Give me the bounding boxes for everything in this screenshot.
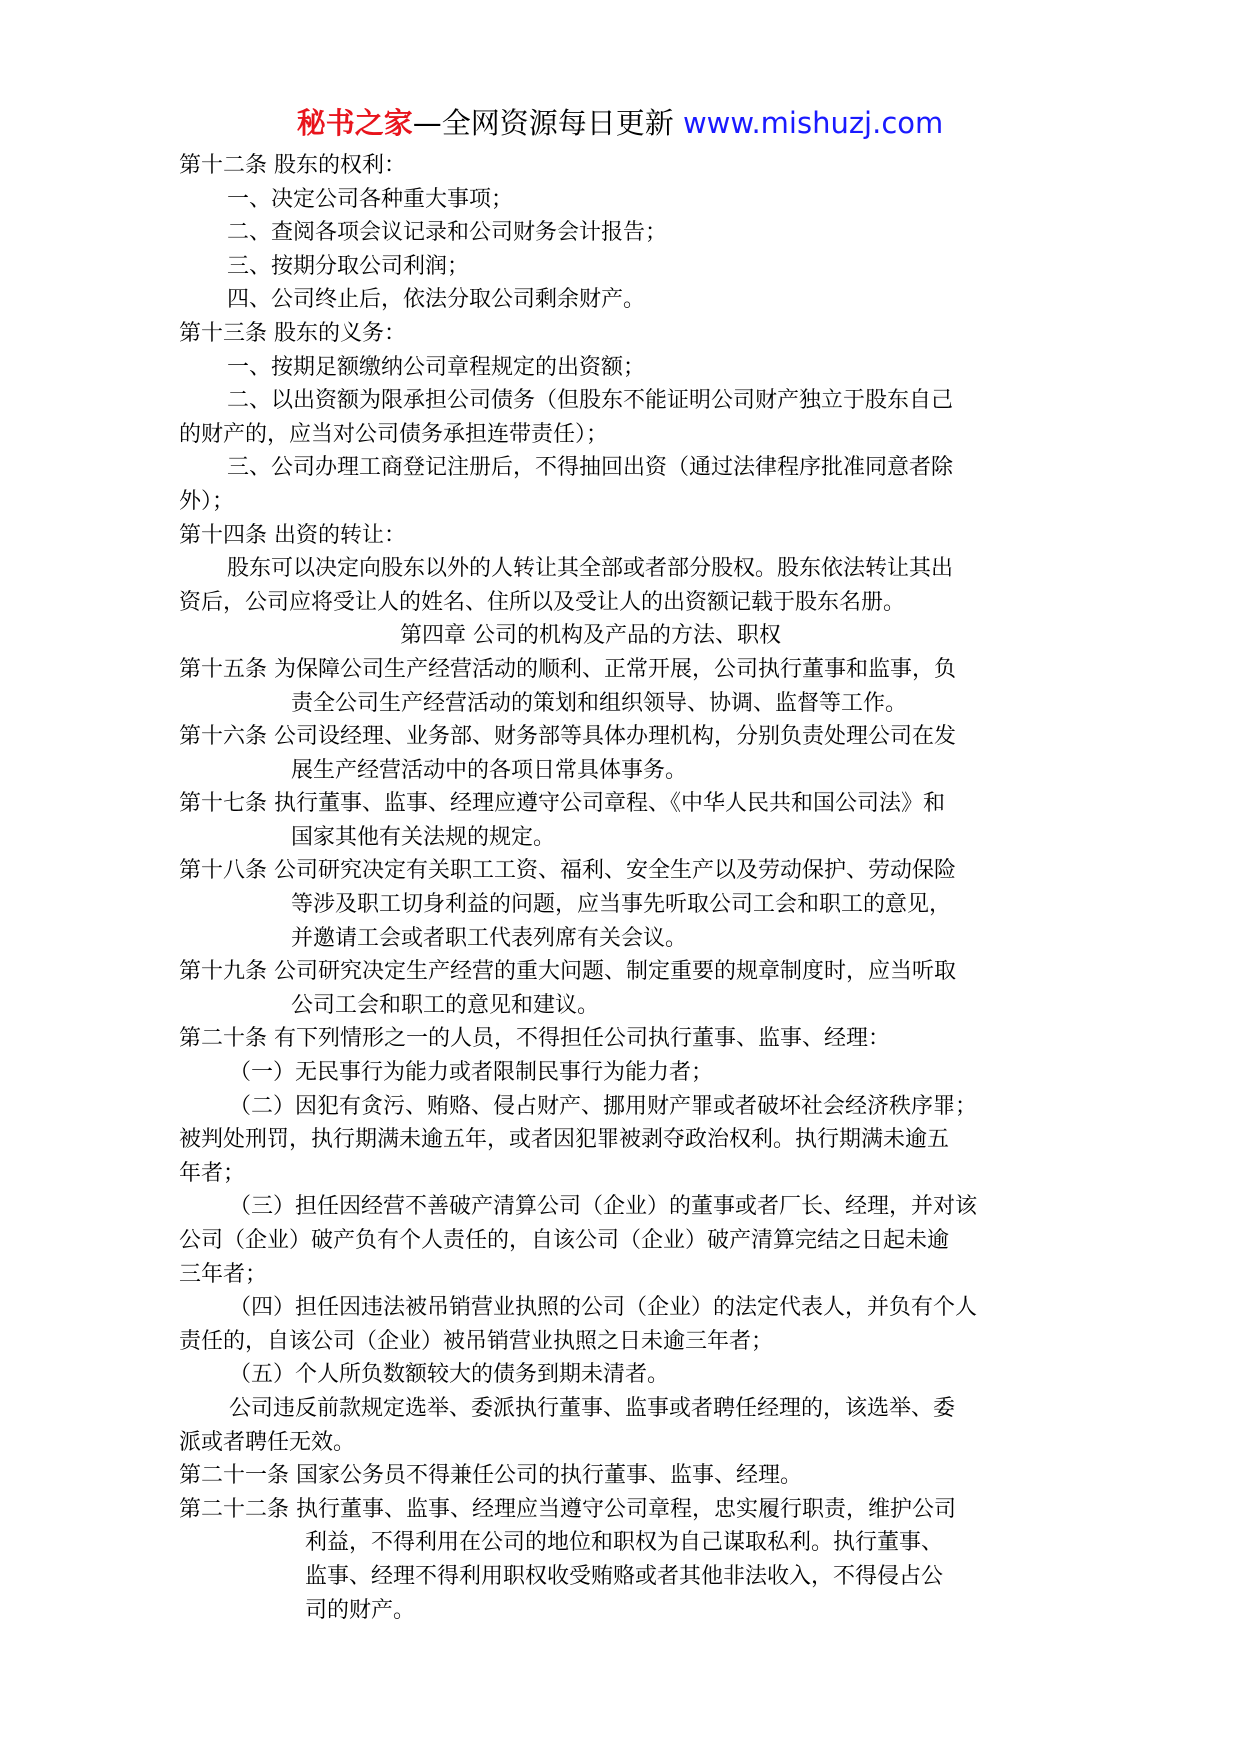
article-15: 第十五条 为保障公司生产经营活动的顺利、正常开展，公司执行董事和监事，负 <box>179 656 956 682</box>
list-item-continuation: 的财产的，应当对公司债务承担连带责任）； <box>179 421 609 447</box>
list-item-continuation: 公司（企业）破产负有个人责任的，自该公司（企业）破产清算完结之日起未逾 <box>179 1228 950 1253</box>
article-continuation: 国家其他有关法规的规定。 <box>291 824 556 850</box>
paragraph-line: 股东可以决定向股东以外的人转让其全部或者部分股权。股东依法转让其出 <box>227 556 954 582</box>
list-item: 二、以出资额为限承担公司债务（但股东不能证明公司财产独立于股东自己 <box>227 388 954 414</box>
list-item: 四、公司终止后，依法分取公司剩余财产。 <box>227 287 646 313</box>
list-item-continuation: 外）； <box>179 488 235 514</box>
article-continuation: 司的财产。 <box>305 1597 416 1623</box>
article-heading-14: 第十四条 出资的转让： <box>179 522 406 548</box>
article-continuation: 并邀请工会或者职工代表列席有关会议。 <box>291 925 688 951</box>
list-item: （五）个人所负数额较大的债务到期未清者。 <box>229 1362 670 1388</box>
header-slogan: —全网资源每日更新 <box>412 106 683 140</box>
header-url-link[interactable]: www.mishuzj.com <box>682 106 944 140</box>
article-19: 第十九条 公司研究决定生产经营的重大问题、制定重要的规章制度时，应当听取 <box>179 959 956 985</box>
article-continuation: 展生产经营活动中的各项日常具体事务。 <box>291 757 688 783</box>
article-20: 第二十条 有下列情形之一的人员，不得担任公司执行董事、监事、经理： <box>179 1026 890 1052</box>
article-continuation: 利益，不得利用在公司的地位和职权为自己谋取私利。执行董事、 <box>305 1530 944 1556</box>
header-brand: 秘书之家 <box>296 106 413 140</box>
article-22: 第二十二条 执行董事、监事、经理应当遵守公司章程，忠实履行职责，维护公司 <box>179 1496 956 1522</box>
article-continuation: 公司工会和职工的意见和建议。 <box>291 992 600 1018</box>
article-continuation: 等涉及职工切身利益的问题，应当事先听取公司工会和职工的意见， <box>291 892 952 918</box>
page-header <box>0 98 1240 148</box>
list-item-continuation: 三年者； <box>179 1261 268 1287</box>
list-item: 一、决定公司各种重大事项； <box>227 186 514 212</box>
article-18: 第十八条 公司研究决定有关职工工资、福利、安全生产以及劳动保护、劳动保险 <box>179 858 956 884</box>
paragraph-line: 派或者聘任无效。 <box>179 1429 356 1455</box>
list-item-continuation: 被判处刑罚，执行期满未逾五年，或者因犯罪被剥夺政治权利。执行期满未逾五 <box>179 1127 950 1153</box>
list-item: （四）担任因违法被吊销营业执照的公司（企业）的法定代表人，并负有个人 <box>229 1295 978 1321</box>
article-17: 第十七条 执行董事、监事、经理应遵守公司章程、《中华人民共和国公司法》和 <box>179 791 945 817</box>
list-item: 二、查阅各项会议记录和公司财务会计报告； <box>227 220 668 246</box>
chapter-heading: 第四章 公司的机构及产品的方法、职权 <box>400 623 781 649</box>
article-heading-13: 第十三条 股东的义务： <box>179 320 406 346</box>
article-21: 第二十一条 国家公务员不得兼任公司的执行董事、监事、经理。 <box>179 1463 802 1489</box>
paragraph-line: 公司违反前款规定选举、委派执行董事、监事或者聘任经理的，该选举、委 <box>229 1395 956 1421</box>
list-item: 三、按期分取公司利润； <box>227 253 470 279</box>
list-item: 三、公司办理工商登记注册后，不得抽回出资（通过法律程序批准同意者除 <box>227 455 954 481</box>
list-item-continuation: 责任的，自该公司（企业）被吊销营业执照之日未逾三年者； <box>179 1328 774 1354</box>
list-item-continuation: 年者； <box>179 1160 246 1186</box>
list-item: （二）因犯有贪污、贿赂、侵占财产、挪用财产罪或者破坏社会经济秩序罪； <box>229 1093 978 1119</box>
document-body <box>179 149 1063 1627</box>
article-heading-12: 第十二条 股东的权利： <box>179 153 406 178</box>
list-item: （三）担任因经营不善破产清算公司（企业）的董事或者厂长、经理，并对该 <box>229 1194 978 1220</box>
list-item: （一）无民事行为能力或者限制民事行为能力者； <box>229 1060 714 1086</box>
paragraph-line: 资后，公司应将受让人的姓名、住所以及受让人的出资额记载于股东名册。 <box>179 589 906 615</box>
article-continuation: 责全公司生产经营活动的策划和组织领导、协调、监督等工作。 <box>291 690 908 716</box>
article-continuation: 监事、经理不得利用职权收受贿赂或者其他非法收入，不得侵占公 <box>305 1563 944 1589</box>
list-item: 一、按期足额缴纳公司章程规定的出资额； <box>227 354 646 380</box>
article-16: 第十六条 公司设经理、业务部、财务部等具体办理机构，分别负责处理公司在发 <box>179 724 956 750</box>
